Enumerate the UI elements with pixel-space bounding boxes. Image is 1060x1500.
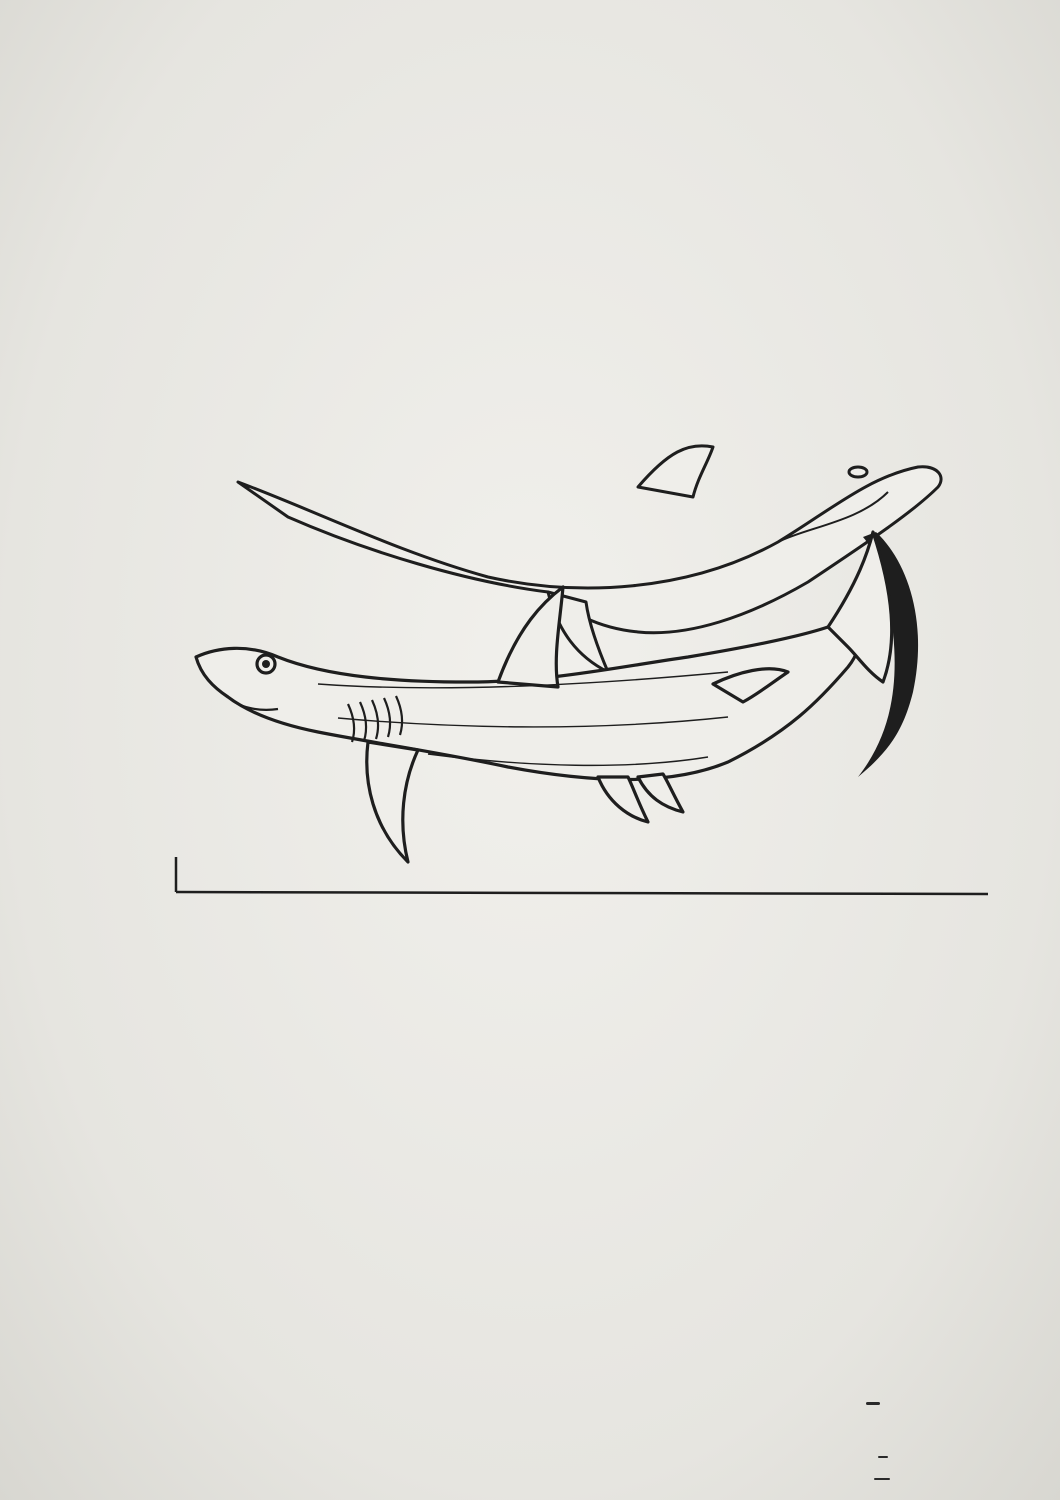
foreground-shark bbox=[196, 587, 858, 862]
ink-mark bbox=[866, 1402, 880, 1405]
ink-mark bbox=[874, 1478, 890, 1480]
illustration-frame bbox=[176, 857, 988, 894]
shark-illustration bbox=[168, 432, 998, 920]
ink-mark bbox=[878, 1456, 888, 1458]
